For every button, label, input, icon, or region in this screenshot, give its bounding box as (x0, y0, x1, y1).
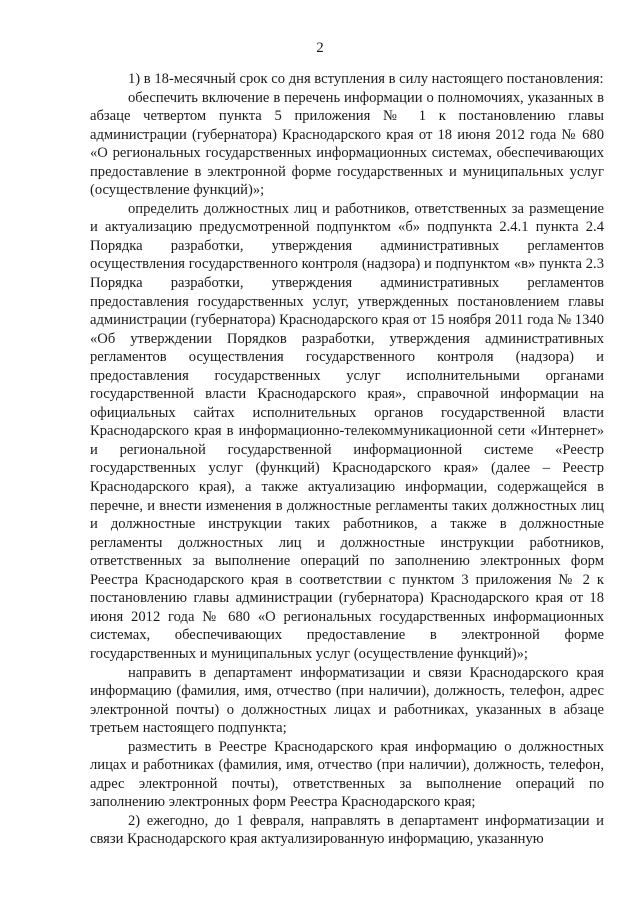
document-body (90, 70, 604, 849)
page-number: 2 (316, 40, 324, 56)
paragraph-item-1-intro: 1) в 18-месячный срок со дня вступления в силу настоящего постановления: (128, 71, 604, 87)
paragraph-include-powers: обеспечить включение в перечень информации о полномочиях, указанных в абзаце четвертом пункта 5 приложения № 1 к постановлению главы администрации (губернатора) Краснодарского края от 18 июня 2012 года № 680 «О региональных государственных информационных системах, обеспечивающих предоставление в электронной форме государственных и муниципальных услуг (осуществление функций)»; (90, 89, 604, 199)
paragraph-define-officials: определить должностных лиц и работников, ответственных за размещение и актуализацию предусмотренной подпунктом «б» подпункта 2.4.1 пункта 2.4 Порядка разработки, утверждения административных регламентов осуществления государственного контроля (надзора) и подпунктом «в» пункта 2.3 Порядка разработки, утверждения административных регламентов предоставления государственных услуг, утвержденных постановлением главы администрации (губернатора) Краснодарского края от 15 ноября 2011 года № 1340 «Об утверждении Порядков разработки, утверждения административных регламентов осуществления государственного контроля (надзора) и предоставления государственных услуг исполнительными органами государственной власти Краснодарского края», справочной информации на официальных сайтах исполнительных органов государственной власти Краснодарского края в информационно-телекоммуникационной сети «Интернет» и региональной государственной информационной системе «Реестр государственных услуг (функций) Краснодарского края» (далее – Реестр Краснодарского края), а также актуализацию информации, содержащейся в перечне, и внести изменения в должностные регламенты таких должностных лиц и должностные инструкции таких работников, а также в должностные регламенты должностных лиц и должностные инструкции работников, ответственных за выполнение операций по заполнению электронных форм Реестра Краснодарского края в соответствии с пунктом 3 приложения № 2 к постановлению главы администрации (губернатора) Краснодарского края от 18 июня 2012 года № 680 «О региональных государственных информационных системах, обеспечивающих предоставление в электронной форме государственных и муниципальных услуг (осуществление функций)»; (90, 200, 604, 662)
paragraph-send-info: направить в департамент информатизации и связи Краснодарского края информацию (фамилия, имя, отчество (при наличии), должность, телефон, адрес электронной почты) о должностных лицах и работниках, указанных в абзаце третьем настоящего подпункта; (90, 664, 604, 737)
paragraph-item-2-annual: 2) ежегодно, до 1 февраля, направлять в департамент информатизации и связи Краснодарского края актуализированную информацию, указанную (90, 812, 604, 848)
paragraph-publish-registry: разместить в Реестре Краснодарского края информацию о должностных лицах и работниках (фамилия, имя, отчество (при наличии), должность, телефон, адрес электронной почты), ответственных за выполнение операций по заполнению электронных форм Реестра Краснодарского края; (90, 738, 604, 811)
